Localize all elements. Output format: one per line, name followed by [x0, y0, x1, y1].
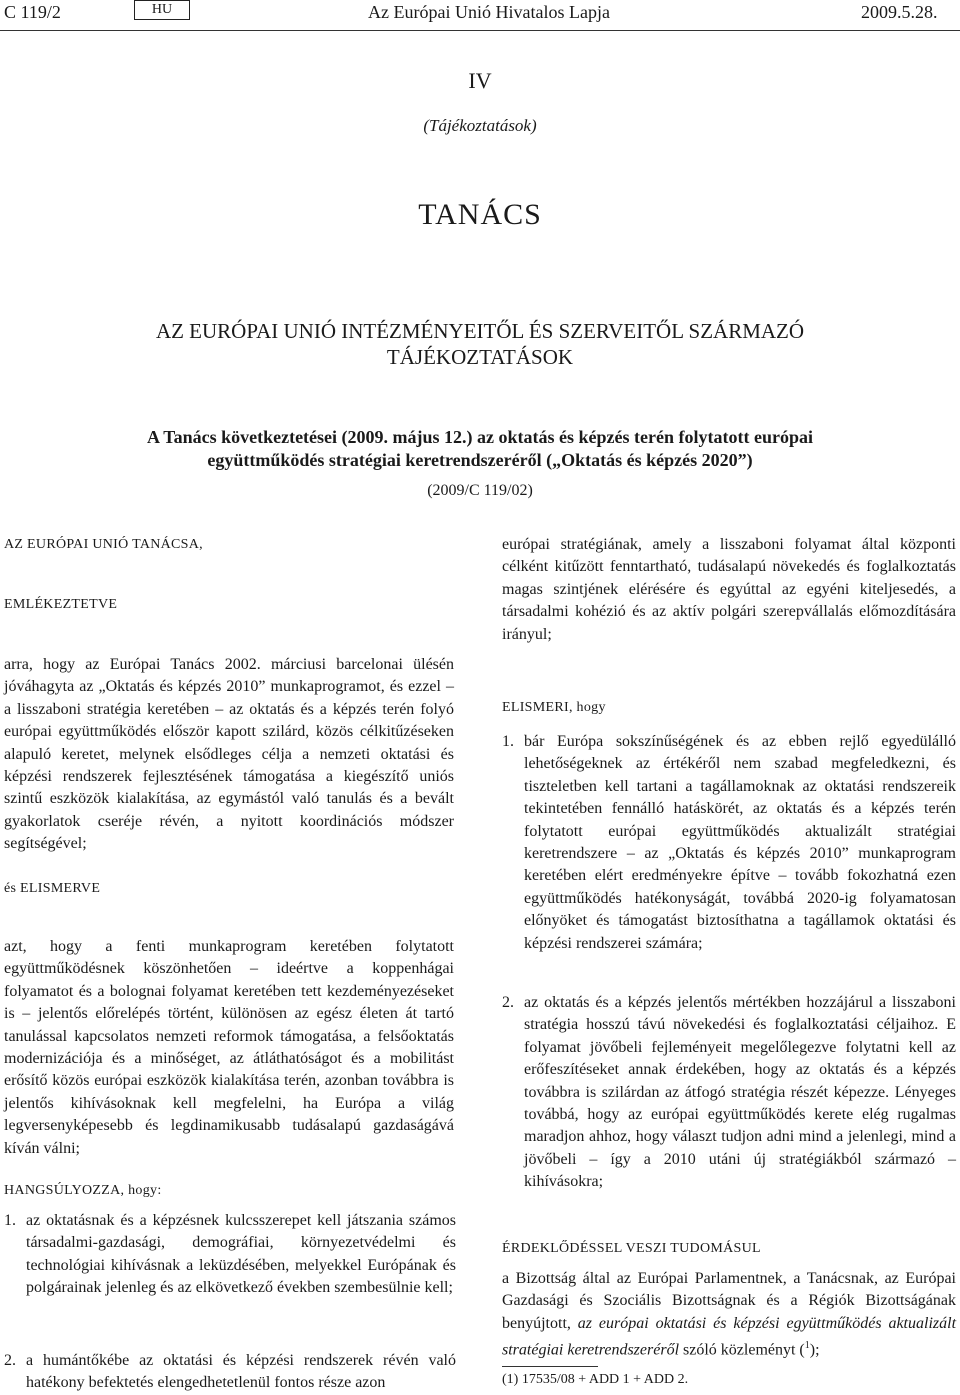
list-item-number: 1.: [4, 1212, 16, 1229]
continued-paragraph: európai stratégiának, amely a lisszaboni folyamat által központi célként kitűzött fenntartható, tudásalapú növekedés és foglalkoztatás magas szintjének elérésére és egyúttal az egyéni kiteljesedés, a társadalmi kohézió és az aktív polgári szerepvállalás előmozdítására irányul;: [502, 536, 956, 643]
list-item-number: 1.: [502, 733, 514, 750]
list-item-number: 2.: [502, 994, 514, 1011]
header-rule: [0, 30, 960, 31]
footnote-reference: 1: [804, 1340, 810, 1352]
category-line-1: AZ EURÓPAI UNIÓ INTÉZMÉNYEITŐL ÉS SZERVEITŐL SZÁRMAZÓ: [155, 319, 805, 343]
recalling-heading: EMLÉKEZTETVE: [4, 597, 118, 612]
journal-code: C 119/2: [4, 2, 61, 22]
section-roman: IV: [468, 68, 492, 93]
document-title-line-1: A Tanács következtetései (2009. május 12.) az oktatás és képzés terén folytatott európai: [147, 427, 813, 447]
document-reference: (2009/C 119/02): [427, 482, 533, 499]
emphasising-heading: HANGSÚLYOZZA, hogy:: [4, 1183, 162, 1198]
list-item-text: az oktatásnak és a képzésnek kulcsszerepet kell játszania számos társadalmi-gazdasági, demográfiai, környezetvédelmi és technológiai kihívásnak a leküzdésében, melyekkel Európának és polgárainak jelenleg és az elkövetkező években szembesülnie kell;: [26, 1212, 456, 1297]
footnote-text: 17535/08 + ADD 1 + ADD 2.: [521, 1372, 689, 1387]
recognising-heading: és ELISMERVE: [4, 881, 101, 896]
language-badge: HU: [134, 0, 190, 20]
communication-title: az európai oktatási és képzési együttműködés aktualizált stratégiai keretrendszeréről: [502, 1314, 957, 1359]
recognises-heading: ELISMERI, hogy: [502, 700, 606, 715]
list-item: [4, 1210, 456, 1300]
list-item-number: 2.: [4, 1352, 16, 1369]
footnote-rule: [502, 1366, 598, 1367]
noting-paragraph: a Bizottság által az Európai Parlamentnek, a Tanácsnak, az Európai Gazdasági és Szociális Bizottságnak és a Régiók Bizottságának benyújtott, az európai oktatási és képzési együttműködés aktualizált stratégiai keretrendszeréről szóló közleményt ($^1$);: [502, 1270, 957, 1359]
list-item-text: az oktatás és a képzés jelentős mértékben hozzájárul a lisszaboni stratégia hosszú távú növekedési és foglalkoztatási céljaihoz. E folyamat jövőbeli fejleményeit megelőlegezve folytatni kell az erőfeszítéseket annak érdekében, hogy az oktatás és a képzés továbbra is szilárdan az átfogó stratégia részét képezze. Lényeges továbbá, hogy az európai együttműködés kerete elég rugalmas maradjon ahhoz, hogy választ tudjon adni mind a jelenlegi, mind a jövőbeli – így a 2010 utáni új stratégiákból származó – kihívásokra;: [524, 994, 956, 1191]
recognising-paragraph: azt, hogy a fenti munkaprogram keretében folytatott együttműködésnek köszönhetően – ideértve a koppenhágai folyamatot és a bolognai folyamat keretében tett kezdeményezéseket is – jelentős előrelépés történt, különösen az egész életen át tartó tanulással kapcsolatos nemzeti reformok támogatása, a felsőoktatás modernizációja és a minőséget, az átláthatóságot és a mobilitást erősítő közös európai eszközök kialakítása terén, azonban továbbra is jelentős kihívásoknak kell megfelelni, ha Európa a világ legversenyképesebb és legdinamikusabb tudásalapú gazdaságává kíván válni;: [4, 938, 454, 1157]
list-item: [502, 992, 956, 1194]
list-item-text: a humántőkébe az oktatási és képzési rendszerek révén való hatékony befektetés elengedhetetlenül fontos része azon: [26, 1352, 456, 1392]
footnote-marker: (1): [502, 1372, 519, 1387]
list-item-text: bár Európa sokszínűségének és az ebben rejlő egyedülálló lehetőségeknek az értékéről nem szabad megfeledkezni, és tiszteletben kell tartani a tagállamoknak az oktatási rendszereik tekintetében fennálló hatáskörét, az oktatás és a képzés terén folytatott európai együttműködés aktualizált stratégiai keretrendszere – az „Oktatás és képzés 2010” munkaprogram keretében elért eredményekre építve – tovább fokozhatná ezen együttműködés hatékonyságát, továbbá 2020-ig folyamatosan előnyöket és támogatást biztosíthatna a tagállamok oktatási és képzési rendszerei számára;: [524, 733, 956, 952]
noting-heading: ÉRDEKLŐDÉSSEL VESZI TUDOMÁSUL: [502, 1241, 761, 1256]
journal-title: Az Európai Unió Hivatalos Lapja: [368, 2, 610, 22]
list-item: [4, 1350, 456, 1395]
document-title-line-2: együttműködés stratégiai keretrendszeréről („Oktatás és képzés 2020”): [207, 450, 753, 470]
section-subtitle: (Tájékoztatások): [423, 116, 537, 135]
recalling-paragraph: arra, hogy az Európai Tanács 2002. márciusi barcelonai ülésén jóváhagyta az „Oktatás és képzés 2010” munkaprogramot, és ezzel – a lisszaboni stratégia keretében – az oktatás és a képzés terén folyó európai együttműködés először kapott szilárd, közös célkitűzéseken alapuló keretet, melynek elsődleges célja a nemzeti oktatási és képzési rendszerek fejlesztésének támogatása a kiegészítő uniós szintű eszközök kialakítása, az egymástól való tanulás és a bevált gyakorlatok cseréje révén, a nyitott koordinációs módszer segítségével;: [4, 656, 454, 853]
document-title: [0, 426, 960, 472]
council-heading: AZ EURÓPAI UNIÓ TANÁCSA,: [4, 537, 203, 552]
footnote: [502, 1372, 688, 1388]
list-item: [502, 731, 956, 955]
category-heading: [0, 318, 960, 370]
institution-title: TANÁCS: [418, 198, 542, 231]
publication-date: 2009.5.28.: [861, 2, 938, 22]
category-line-2: TÁJÉKOZTATÁSOK: [386, 345, 574, 369]
